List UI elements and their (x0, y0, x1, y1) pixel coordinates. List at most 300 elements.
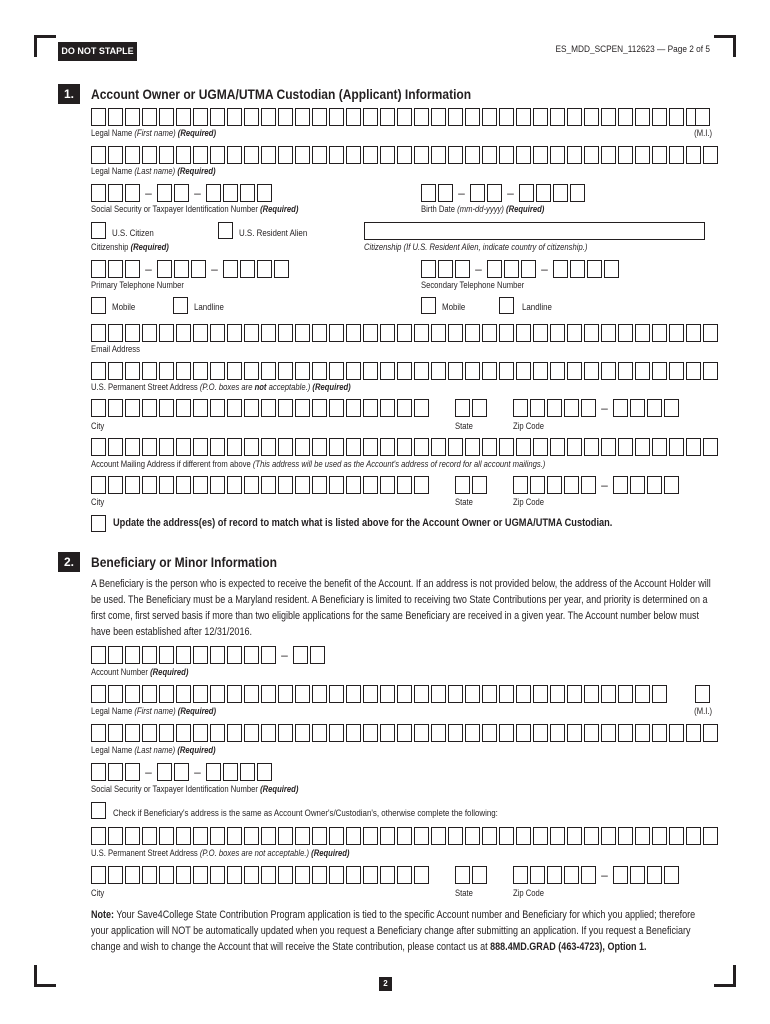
character-box[interactable] (329, 362, 344, 380)
character-box[interactable] (210, 685, 225, 703)
character-box[interactable] (550, 108, 565, 126)
character-box[interactable] (91, 646, 106, 664)
character-box[interactable] (159, 108, 174, 126)
character-box[interactable] (397, 362, 412, 380)
character-box[interactable] (635, 146, 650, 164)
character-box[interactable] (295, 146, 310, 164)
character-box[interactable] (584, 108, 599, 126)
character-box[interactable] (329, 724, 344, 742)
character-box[interactable] (329, 146, 344, 164)
owner-city-field[interactable] (91, 399, 431, 417)
character-box[interactable] (686, 438, 701, 456)
character-box[interactable] (448, 438, 463, 456)
character-box[interactable] (193, 324, 208, 342)
same-address-checkbox[interactable] (91, 802, 106, 819)
character-box[interactable] (193, 724, 208, 742)
character-box[interactable] (142, 827, 157, 845)
character-box[interactable] (686, 146, 701, 164)
character-box[interactable] (261, 108, 276, 126)
character-box[interactable] (261, 685, 276, 703)
character-box[interactable] (465, 827, 480, 845)
character-box[interactable] (193, 146, 208, 164)
character-box[interactable] (613, 866, 628, 884)
character-box[interactable] (584, 362, 599, 380)
character-box[interactable] (363, 827, 378, 845)
character-box[interactable] (380, 399, 395, 417)
character-box[interactable] (210, 324, 225, 342)
character-box[interactable] (695, 685, 710, 703)
character-box[interactable] (550, 827, 565, 845)
character-box[interactable] (516, 108, 531, 126)
character-box[interactable] (472, 476, 487, 494)
character-box[interactable] (397, 476, 412, 494)
character-box[interactable] (108, 827, 123, 845)
character-box[interactable] (125, 362, 140, 380)
character-box[interactable] (695, 108, 710, 126)
character-box[interactable] (329, 476, 344, 494)
character-box[interactable] (329, 399, 344, 417)
character-box[interactable] (421, 184, 436, 202)
character-box[interactable] (530, 866, 545, 884)
character-box[interactable] (397, 324, 412, 342)
character-box[interactable] (487, 184, 502, 202)
character-box[interactable] (295, 108, 310, 126)
character-box[interactable] (553, 260, 568, 278)
character-box[interactable] (125, 685, 140, 703)
character-box[interactable] (487, 260, 502, 278)
character-box[interactable] (686, 362, 701, 380)
character-box[interactable] (346, 438, 361, 456)
character-box[interactable] (346, 827, 361, 845)
character-box[interactable] (91, 438, 106, 456)
character-box[interactable] (346, 399, 361, 417)
character-box[interactable] (567, 724, 582, 742)
character-box[interactable] (482, 724, 497, 742)
character-box[interactable] (346, 324, 361, 342)
character-box[interactable] (227, 685, 242, 703)
character-box[interactable] (108, 260, 123, 278)
character-box[interactable] (647, 476, 662, 494)
character-box[interactable] (174, 184, 189, 202)
character-box[interactable] (664, 476, 679, 494)
character-box[interactable] (465, 324, 480, 342)
character-box[interactable] (613, 399, 628, 417)
character-box[interactable] (176, 362, 191, 380)
character-box[interactable] (125, 827, 140, 845)
character-box[interactable] (618, 362, 633, 380)
character-box[interactable] (312, 362, 327, 380)
character-box[interactable] (210, 646, 225, 664)
character-box[interactable] (601, 724, 616, 742)
character-box[interactable] (91, 685, 106, 703)
character-box[interactable] (295, 399, 310, 417)
character-box[interactable] (547, 399, 562, 417)
character-box[interactable] (244, 108, 259, 126)
character-box[interactable] (438, 260, 453, 278)
character-box[interactable] (125, 324, 140, 342)
character-box[interactable] (482, 324, 497, 342)
character-box[interactable] (482, 108, 497, 126)
owner-mi-field[interactable] (695, 108, 712, 126)
character-box[interactable] (193, 399, 208, 417)
character-box[interactable] (470, 184, 485, 202)
character-box[interactable] (584, 146, 599, 164)
character-box[interactable] (630, 866, 645, 884)
character-box[interactable] (142, 866, 157, 884)
character-box[interactable] (363, 685, 378, 703)
character-box[interactable] (455, 476, 470, 494)
character-box[interactable] (257, 184, 272, 202)
character-box[interactable] (472, 399, 487, 417)
character-box[interactable] (176, 476, 191, 494)
character-box[interactable] (278, 324, 293, 342)
character-box[interactable] (414, 324, 429, 342)
beneficiary-mi-field[interactable] (695, 685, 712, 703)
character-box[interactable] (530, 399, 545, 417)
character-box[interactable] (618, 724, 633, 742)
character-box[interactable] (227, 646, 242, 664)
character-box[interactable] (601, 324, 616, 342)
character-box[interactable] (584, 438, 599, 456)
character-box[interactable] (91, 866, 106, 884)
character-box[interactable] (244, 646, 259, 664)
character-box[interactable] (176, 724, 191, 742)
character-box[interactable] (108, 399, 123, 417)
character-box[interactable] (635, 324, 650, 342)
character-box[interactable] (363, 476, 378, 494)
character-box[interactable] (193, 362, 208, 380)
character-box[interactable] (210, 476, 225, 494)
character-box[interactable] (448, 827, 463, 845)
character-box[interactable] (397, 438, 412, 456)
owner-first-name-field[interactable] (91, 108, 703, 126)
character-box[interactable] (240, 184, 255, 202)
owner-state-field[interactable] (455, 399, 489, 417)
character-box[interactable] (516, 724, 531, 742)
character-box[interactable] (630, 399, 645, 417)
character-box[interactable] (295, 438, 310, 456)
character-box[interactable] (244, 476, 259, 494)
character-box[interactable] (431, 685, 446, 703)
character-box[interactable] (550, 324, 565, 342)
character-box[interactable] (635, 438, 650, 456)
character-box[interactable] (533, 685, 548, 703)
character-box[interactable] (125, 646, 140, 664)
character-box[interactable] (652, 108, 667, 126)
character-box[interactable] (553, 184, 568, 202)
character-box[interactable] (278, 438, 293, 456)
character-box[interactable] (125, 724, 140, 742)
character-box[interactable] (295, 866, 310, 884)
beneficiary-city-field[interactable] (91, 866, 431, 884)
character-box[interactable] (278, 146, 293, 164)
secondary-mobile-checkbox[interactable] (421, 297, 436, 314)
character-box[interactable] (499, 724, 514, 742)
character-box[interactable] (669, 827, 684, 845)
character-box[interactable] (142, 724, 157, 742)
character-box[interactable] (455, 866, 470, 884)
character-box[interactable] (618, 438, 633, 456)
character-box[interactable] (295, 724, 310, 742)
character-box[interactable] (482, 146, 497, 164)
us-citizen-checkbox[interactable] (91, 222, 106, 239)
character-box[interactable] (414, 399, 429, 417)
character-box[interactable] (227, 399, 242, 417)
character-box[interactable] (363, 146, 378, 164)
character-box[interactable] (380, 685, 395, 703)
character-box[interactable] (227, 362, 242, 380)
character-box[interactable] (159, 685, 174, 703)
character-box[interactable] (414, 685, 429, 703)
character-box[interactable] (652, 724, 667, 742)
character-box[interactable] (91, 362, 106, 380)
character-box[interactable] (587, 260, 602, 278)
character-box[interactable] (278, 866, 293, 884)
character-box[interactable] (227, 438, 242, 456)
character-box[interactable] (159, 399, 174, 417)
character-box[interactable] (261, 146, 276, 164)
character-box[interactable] (465, 724, 480, 742)
character-box[interactable] (244, 724, 259, 742)
character-box[interactable] (363, 399, 378, 417)
character-box[interactable] (329, 827, 344, 845)
character-box[interactable] (193, 476, 208, 494)
character-box[interactable] (363, 324, 378, 342)
character-box[interactable] (159, 476, 174, 494)
character-box[interactable] (159, 827, 174, 845)
owner-last-name-field[interactable] (91, 146, 720, 164)
character-box[interactable] (482, 438, 497, 456)
character-box[interactable] (142, 362, 157, 380)
character-box[interactable] (108, 763, 123, 781)
character-box[interactable] (261, 646, 276, 664)
character-box[interactable] (584, 685, 599, 703)
character-box[interactable] (513, 399, 528, 417)
character-box[interactable] (533, 827, 548, 845)
character-box[interactable] (397, 108, 412, 126)
character-box[interactable] (329, 438, 344, 456)
mailing-zip-field[interactable] (513, 476, 681, 494)
beneficiary-first-name-field[interactable] (91, 685, 669, 703)
character-box[interactable] (312, 399, 327, 417)
beneficiary-last-name-field[interactable] (91, 724, 720, 742)
character-box[interactable] (455, 399, 470, 417)
character-box[interactable] (295, 827, 310, 845)
character-box[interactable] (125, 146, 140, 164)
character-box[interactable] (363, 438, 378, 456)
owner-street-field[interactable] (91, 362, 720, 380)
character-box[interactable] (223, 184, 238, 202)
character-box[interactable] (550, 146, 565, 164)
character-box[interactable] (142, 146, 157, 164)
character-box[interactable] (669, 146, 684, 164)
character-box[interactable] (550, 685, 565, 703)
character-box[interactable] (278, 827, 293, 845)
character-box[interactable] (176, 399, 191, 417)
character-box[interactable] (570, 184, 585, 202)
account-number-field[interactable] (91, 646, 327, 664)
character-box[interactable] (547, 866, 562, 884)
character-box[interactable] (652, 146, 667, 164)
character-box[interactable] (635, 724, 650, 742)
character-box[interactable] (521, 260, 536, 278)
character-box[interactable] (669, 362, 684, 380)
character-box[interactable] (261, 724, 276, 742)
character-box[interactable] (397, 146, 412, 164)
character-box[interactable] (647, 866, 662, 884)
character-box[interactable] (108, 146, 123, 164)
beneficiary-street-field[interactable] (91, 827, 720, 845)
character-box[interactable] (414, 724, 429, 742)
character-box[interactable] (108, 724, 123, 742)
character-box[interactable] (278, 362, 293, 380)
character-box[interactable] (664, 866, 679, 884)
character-box[interactable] (193, 646, 208, 664)
character-box[interactable] (363, 108, 378, 126)
character-box[interactable] (108, 108, 123, 126)
update-address-checkbox[interactable] (91, 515, 106, 532)
character-box[interactable] (431, 362, 446, 380)
character-box[interactable] (652, 362, 667, 380)
character-box[interactable] (499, 827, 514, 845)
character-box[interactable] (312, 866, 327, 884)
character-box[interactable] (550, 362, 565, 380)
character-box[interactable] (584, 827, 599, 845)
character-box[interactable] (380, 476, 395, 494)
character-box[interactable] (601, 362, 616, 380)
character-box[interactable] (703, 146, 718, 164)
beneficiary-state-field[interactable] (455, 866, 489, 884)
character-box[interactable] (142, 476, 157, 494)
character-box[interactable] (567, 108, 582, 126)
character-box[interactable] (91, 399, 106, 417)
character-box[interactable] (142, 399, 157, 417)
character-box[interactable] (227, 724, 242, 742)
character-box[interactable] (455, 260, 470, 278)
character-box[interactable] (397, 724, 412, 742)
character-box[interactable] (244, 438, 259, 456)
character-box[interactable] (567, 827, 582, 845)
character-box[interactable] (125, 399, 140, 417)
character-box[interactable] (310, 646, 325, 664)
character-box[interactable] (174, 763, 189, 781)
character-box[interactable] (570, 260, 585, 278)
character-box[interactable] (91, 324, 106, 342)
character-box[interactable] (329, 108, 344, 126)
character-box[interactable] (630, 476, 645, 494)
primary-phone-field[interactable] (91, 260, 291, 278)
character-box[interactable] (210, 438, 225, 456)
character-box[interactable] (91, 108, 106, 126)
character-box[interactable] (174, 260, 189, 278)
character-box[interactable] (261, 476, 276, 494)
character-box[interactable] (142, 438, 157, 456)
character-box[interactable] (499, 324, 514, 342)
character-box[interactable] (312, 324, 327, 342)
character-box[interactable] (312, 685, 327, 703)
character-box[interactable] (564, 866, 579, 884)
mailing-address-field[interactable] (91, 438, 720, 456)
character-box[interactable] (533, 146, 548, 164)
mailing-state-field[interactable] (455, 476, 489, 494)
character-box[interactable] (329, 685, 344, 703)
character-box[interactable] (223, 260, 238, 278)
character-box[interactable] (652, 827, 667, 845)
character-box[interactable] (312, 108, 327, 126)
secondary-landline-checkbox[interactable] (499, 297, 514, 314)
character-box[interactable] (244, 399, 259, 417)
character-box[interactable] (91, 184, 106, 202)
character-box[interactable] (635, 685, 650, 703)
character-box[interactable] (312, 827, 327, 845)
character-box[interactable] (125, 184, 140, 202)
character-box[interactable] (448, 324, 463, 342)
character-box[interactable] (431, 108, 446, 126)
us-resident-alien-checkbox[interactable] (218, 222, 233, 239)
character-box[interactable] (567, 362, 582, 380)
character-box[interactable] (513, 866, 528, 884)
character-box[interactable] (499, 685, 514, 703)
character-box[interactable] (227, 866, 242, 884)
character-box[interactable] (206, 763, 221, 781)
character-box[interactable] (601, 685, 616, 703)
character-box[interactable] (613, 476, 628, 494)
character-box[interactable] (547, 476, 562, 494)
character-box[interactable] (125, 476, 140, 494)
character-box[interactable] (125, 108, 140, 126)
character-box[interactable] (244, 685, 259, 703)
character-box[interactable] (125, 260, 140, 278)
character-box[interactable] (159, 324, 174, 342)
character-box[interactable] (346, 476, 361, 494)
character-box[interactable] (227, 827, 242, 845)
character-box[interactable] (581, 399, 596, 417)
character-box[interactable] (516, 685, 531, 703)
character-box[interactable] (380, 146, 395, 164)
character-box[interactable] (465, 362, 480, 380)
character-box[interactable] (244, 827, 259, 845)
character-box[interactable] (703, 362, 718, 380)
character-box[interactable] (516, 827, 531, 845)
character-box[interactable] (244, 146, 259, 164)
character-box[interactable] (380, 866, 395, 884)
character-box[interactable] (176, 646, 191, 664)
character-box[interactable] (227, 146, 242, 164)
character-box[interactable] (601, 108, 616, 126)
secondary-phone-field[interactable] (421, 260, 621, 278)
character-box[interactable] (499, 438, 514, 456)
character-box[interactable] (142, 646, 157, 664)
character-box[interactable] (533, 724, 548, 742)
character-box[interactable] (223, 763, 238, 781)
character-box[interactable] (176, 324, 191, 342)
character-box[interactable] (295, 362, 310, 380)
character-box[interactable] (618, 108, 633, 126)
character-box[interactable] (210, 108, 225, 126)
email-field[interactable] (91, 324, 720, 342)
character-box[interactable] (618, 685, 633, 703)
character-box[interactable] (581, 476, 596, 494)
character-box[interactable] (142, 685, 157, 703)
character-box[interactable] (244, 362, 259, 380)
primary-mobile-checkbox[interactable] (91, 297, 106, 314)
character-box[interactable] (516, 146, 531, 164)
character-box[interactable] (312, 146, 327, 164)
character-box[interactable] (669, 724, 684, 742)
character-box[interactable] (210, 724, 225, 742)
character-box[interactable] (536, 184, 551, 202)
character-box[interactable] (414, 866, 429, 884)
